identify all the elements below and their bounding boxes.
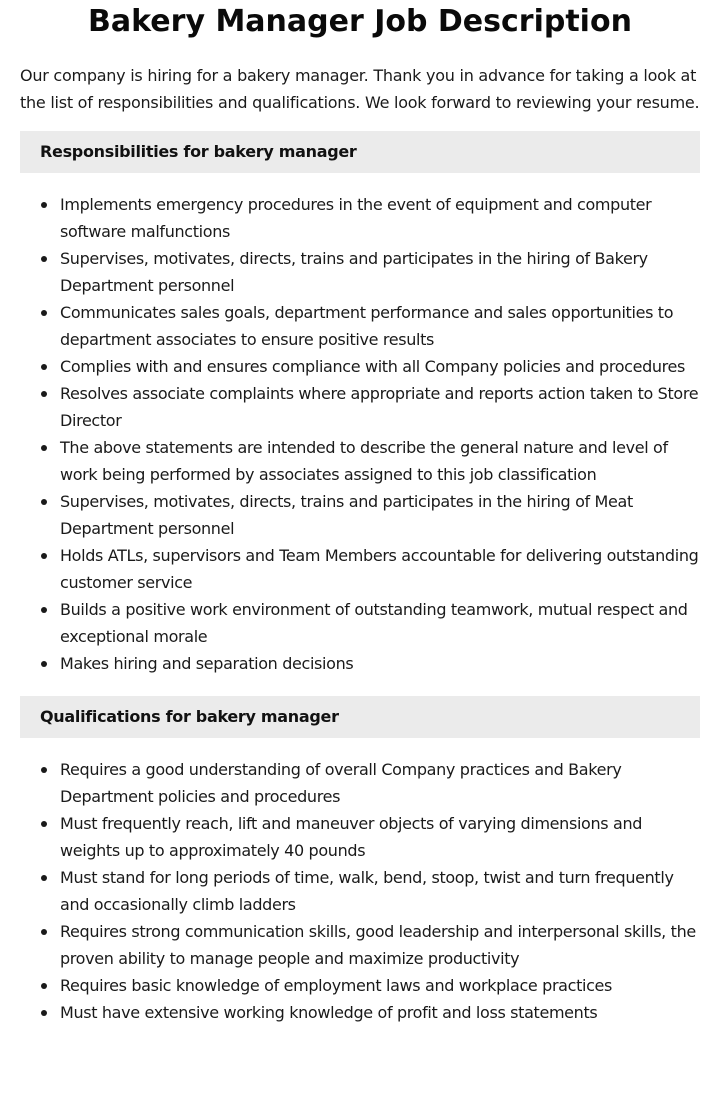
list-item <box>20 918 700 972</box>
list-item <box>20 650 700 677</box>
list-item-text: Must stand for long periods of time, walk, bend, stoop, twist and turn frequently and occasionally climb ladders <box>60 868 674 914</box>
responsibilities-list <box>20 191 700 677</box>
list-item-text: The above statements are intended to describe the general nature and level of work being performed by associates assigned to this job classification <box>60 438 668 484</box>
list-item-text: Implements emergency procedures in the event of equipment and computer software malfunctions <box>60 195 652 241</box>
qualifications-heading: Qualifications for bakery manager <box>20 696 700 738</box>
responsibilities-section <box>20 131 700 677</box>
page-title: Bakery Manager Job Description <box>88 4 632 39</box>
list-item-text: Requires basic knowledge of employment laws and workplace practices <box>60 976 613 995</box>
list-item-text: Resolves associate complaints where appropriate and reports action taken to Store Director <box>60 384 699 430</box>
bullet-icon <box>41 364 47 370</box>
bullet-icon <box>41 553 47 559</box>
list-item <box>20 299 700 353</box>
list-item <box>20 864 700 918</box>
bullet-icon <box>41 661 47 667</box>
list-item <box>20 434 700 488</box>
bullet-icon <box>41 310 47 316</box>
list-item-text: Requires strong communication skills, good leadership and interpersonal skills, the proven ability to manage people and maximize productivity <box>60 922 696 968</box>
bullet-icon <box>41 929 47 935</box>
list-item-text: Supervises, motivates, directs, trains and participates in the hiring of Meat Department personnel <box>60 492 633 538</box>
list-item <box>20 488 700 542</box>
list-item-text: Requires a good understanding of overall Company practices and Bakery Department policies and procedures <box>60 760 622 806</box>
list-item <box>20 245 700 299</box>
list-item <box>20 999 700 1026</box>
bullet-icon <box>41 875 47 881</box>
list-item-text: Complies with and ensures compliance with all Company policies and procedures <box>60 357 686 376</box>
bullet-icon <box>41 445 47 451</box>
intro-paragraph: Our company is hiring for a bakery manager. Thank you in advance for taking a look at the list of responsibilities and qualifications. We look forward to reviewing your resume. <box>20 66 700 112</box>
list-item <box>20 353 700 380</box>
list-item-text: Communicates sales goals, department performance and sales opportunities to department associates to ensure positive results <box>60 303 674 349</box>
list-item <box>20 191 700 245</box>
bullet-icon <box>41 202 47 208</box>
qualifications-list <box>20 756 700 1026</box>
bullet-icon <box>41 1010 47 1016</box>
list-item <box>20 810 700 864</box>
list-item <box>20 972 700 999</box>
bullet-icon <box>41 607 47 613</box>
list-item-text: Must have extensive working knowledge of profit and loss statements <box>60 1003 598 1022</box>
list-item <box>20 756 700 810</box>
bullet-icon <box>41 983 47 989</box>
list-item-text: Must frequently reach, lift and maneuver objects of varying dimensions and weights up to approximately 40 pounds <box>60 814 643 860</box>
list-item-text: Holds ATLs, supervisors and Team Members accountable for delivering outstanding customer service <box>60 546 699 592</box>
list-item <box>20 380 700 434</box>
bullet-icon <box>41 767 47 773</box>
qualifications-section <box>20 696 700 1026</box>
list-item <box>20 542 700 596</box>
list-item-text: Makes hiring and separation decisions <box>60 654 354 673</box>
list-item-text: Builds a positive work environment of outstanding teamwork, mutual respect and exceptional morale <box>60 600 688 646</box>
bullet-icon <box>41 821 47 827</box>
list-item-text: Supervises, motivates, directs, trains and participates in the hiring of Bakery Department personnel <box>60 249 648 295</box>
list-item <box>20 596 700 650</box>
bullet-icon <box>41 391 47 397</box>
responsibilities-heading: Responsibilities for bakery manager <box>20 131 700 173</box>
bullet-icon <box>41 256 47 262</box>
bullet-icon <box>41 499 47 505</box>
